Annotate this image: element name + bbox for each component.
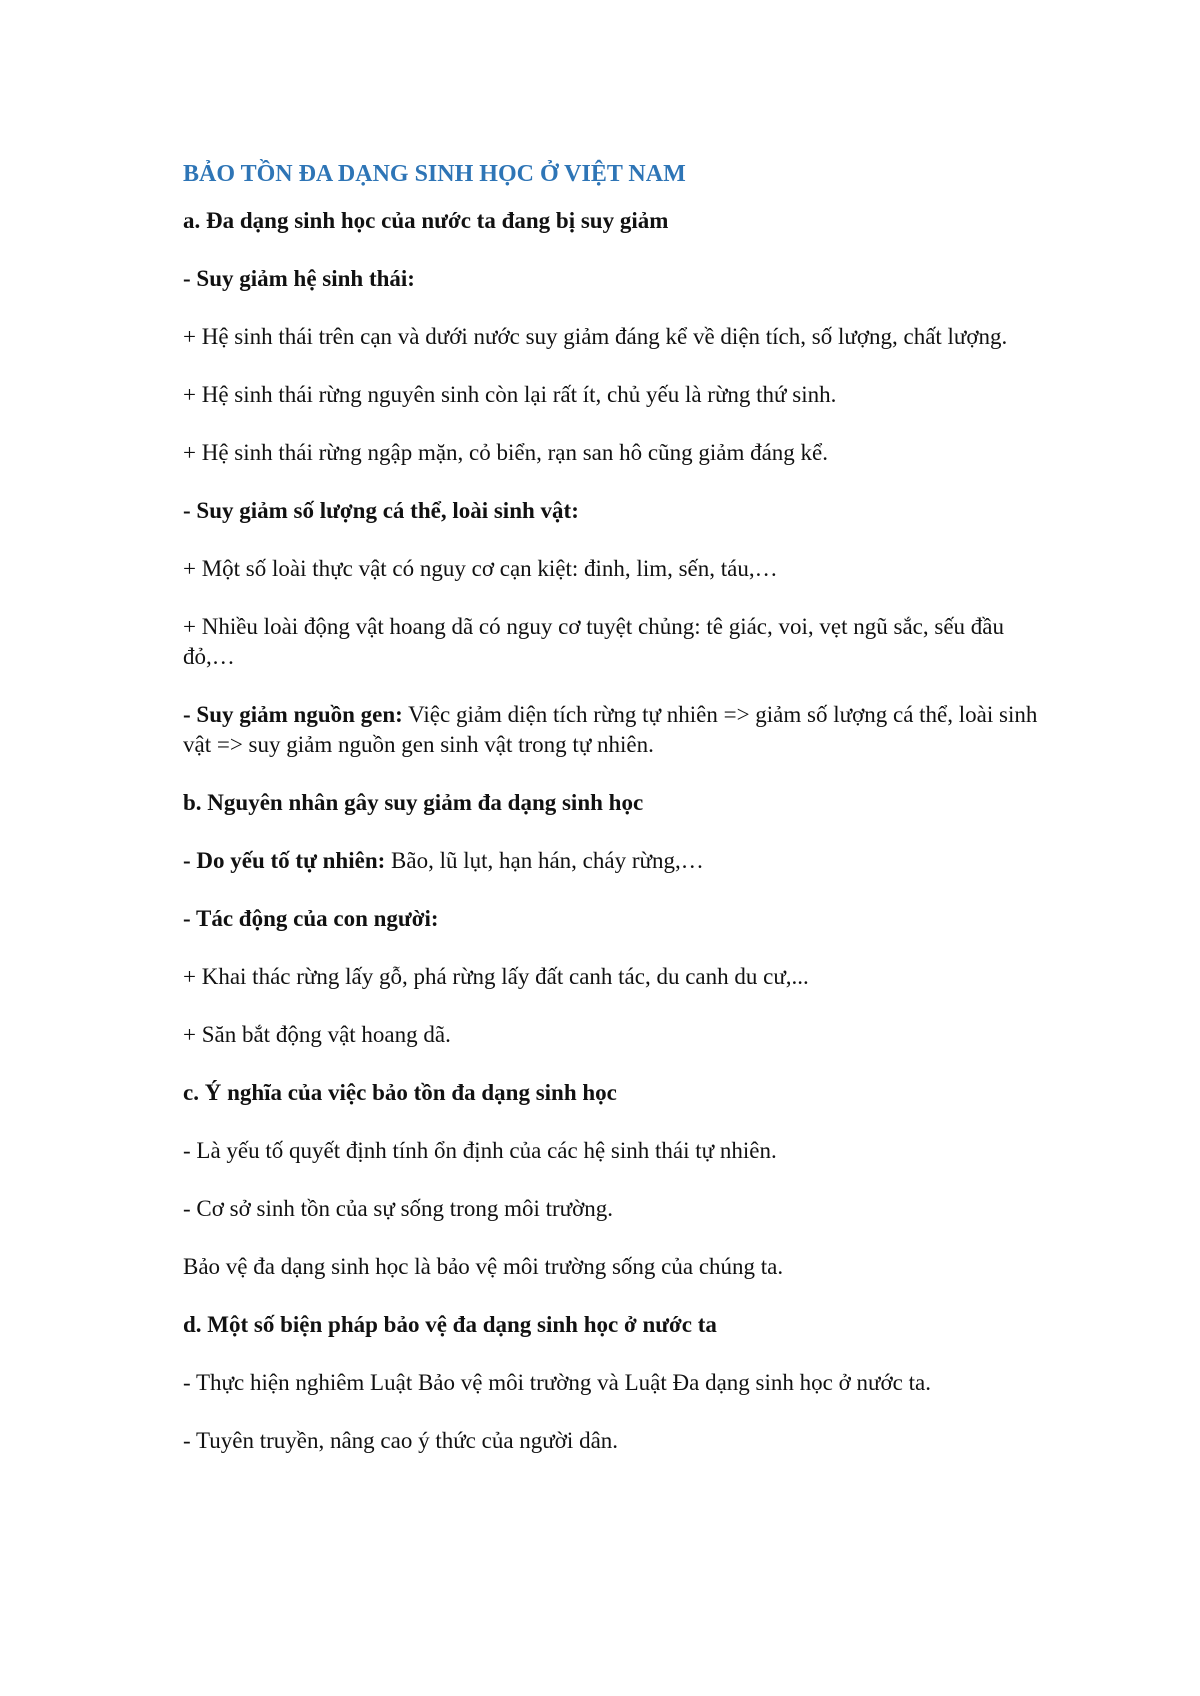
species-point: + Một số loài thực vật có nguy cơ cạn kiệt: đinh, lim, sến, táu,… [183, 556, 778, 581]
section-d-heading: d. Một số biện pháp bảo vệ đa dạng sinh học ở nước ta [183, 1312, 717, 1337]
gene-decline-text: Việc giảm diện tích rừng tự nhiên => giảm số lượng cá thể, loài sinh vật => suy giảm nguồn gen sinh vật trong tự nhiên. [183, 702, 1038, 757]
significance-point: - Cơ sở sinh tồn của sự sống trong môi trường. [183, 1196, 614, 1221]
human-impact-label: - Tác động của con người: [183, 906, 439, 931]
measure-point: - Tuyên truyền, nâng cao ý thức của người dân. [183, 1428, 619, 1453]
species-decline-label: - Suy giảm số lượng cá thể, loài sinh vật: [183, 498, 579, 523]
ecosystem-point: + Hệ sinh thái rừng ngập mặn, cỏ biển, rạn san hô cũng giảm đáng kể. [183, 440, 828, 465]
natural-cause-text: Bão, lũ lụt, hạn hán, cháy rừng,… [385, 848, 704, 873]
gene-decline-label: - Suy giảm nguồn gen: [183, 702, 403, 727]
section-c-heading: c. Ý nghĩa của việc bảo tồn đa dạng sinh học [183, 1080, 617, 1105]
natural-cause-paragraph [183, 846, 1043, 876]
section-b-heading: b. Nguyên nhân gây suy giảm đa dạng sinh học [183, 790, 644, 815]
ecosystem-point: + Hệ sinh thái rừng nguyên sinh còn lại rất ít, chủ yếu là rừng thứ sinh. [183, 382, 837, 407]
human-impact-point: + Săn bắt động vật hoang dã. [183, 1022, 451, 1047]
document-title: BẢO TỒN ĐA DẠNG SINH HỌC Ở VIỆT NAM [183, 161, 686, 187]
species-point: + Nhiều loài động vật hoang dã có nguy cơ tuyệt chủng: tê giác, voi, vẹt ngũ sắc, sếu đầu đỏ,… [183, 614, 1004, 669]
natural-cause-label: - Do yếu tố tự nhiên: [183, 848, 386, 873]
section-a-heading: a. Đa dạng sinh học của nước ta đang bị suy giảm [183, 208, 669, 233]
significance-point: Bảo vệ đa dạng sinh học là bảo vệ môi trường sống của chúng ta. [183, 1254, 784, 1279]
ecosystem-point: + Hệ sinh thái trên cạn và dưới nước suy giảm đáng kể về diện tích, số lượng, chất lượng. [183, 324, 1008, 349]
significance-point: - Là yếu tố quyết định tính ổn định của các hệ sinh thái tự nhiên. [183, 1138, 777, 1163]
gene-decline-paragraph [183, 700, 1043, 760]
human-impact-point: + Khai thác rừng lấy gỗ, phá rừng lấy đất canh tác, du canh du cư,... [183, 964, 809, 989]
measure-point: - Thực hiện nghiêm Luật Bảo vệ môi trường và Luật Đa dạng sinh học ở nước ta. [183, 1370, 931, 1395]
ecosystem-decline-label: - Suy giảm hệ sinh thái: [183, 266, 415, 291]
document-body [183, 158, 1043, 1484]
